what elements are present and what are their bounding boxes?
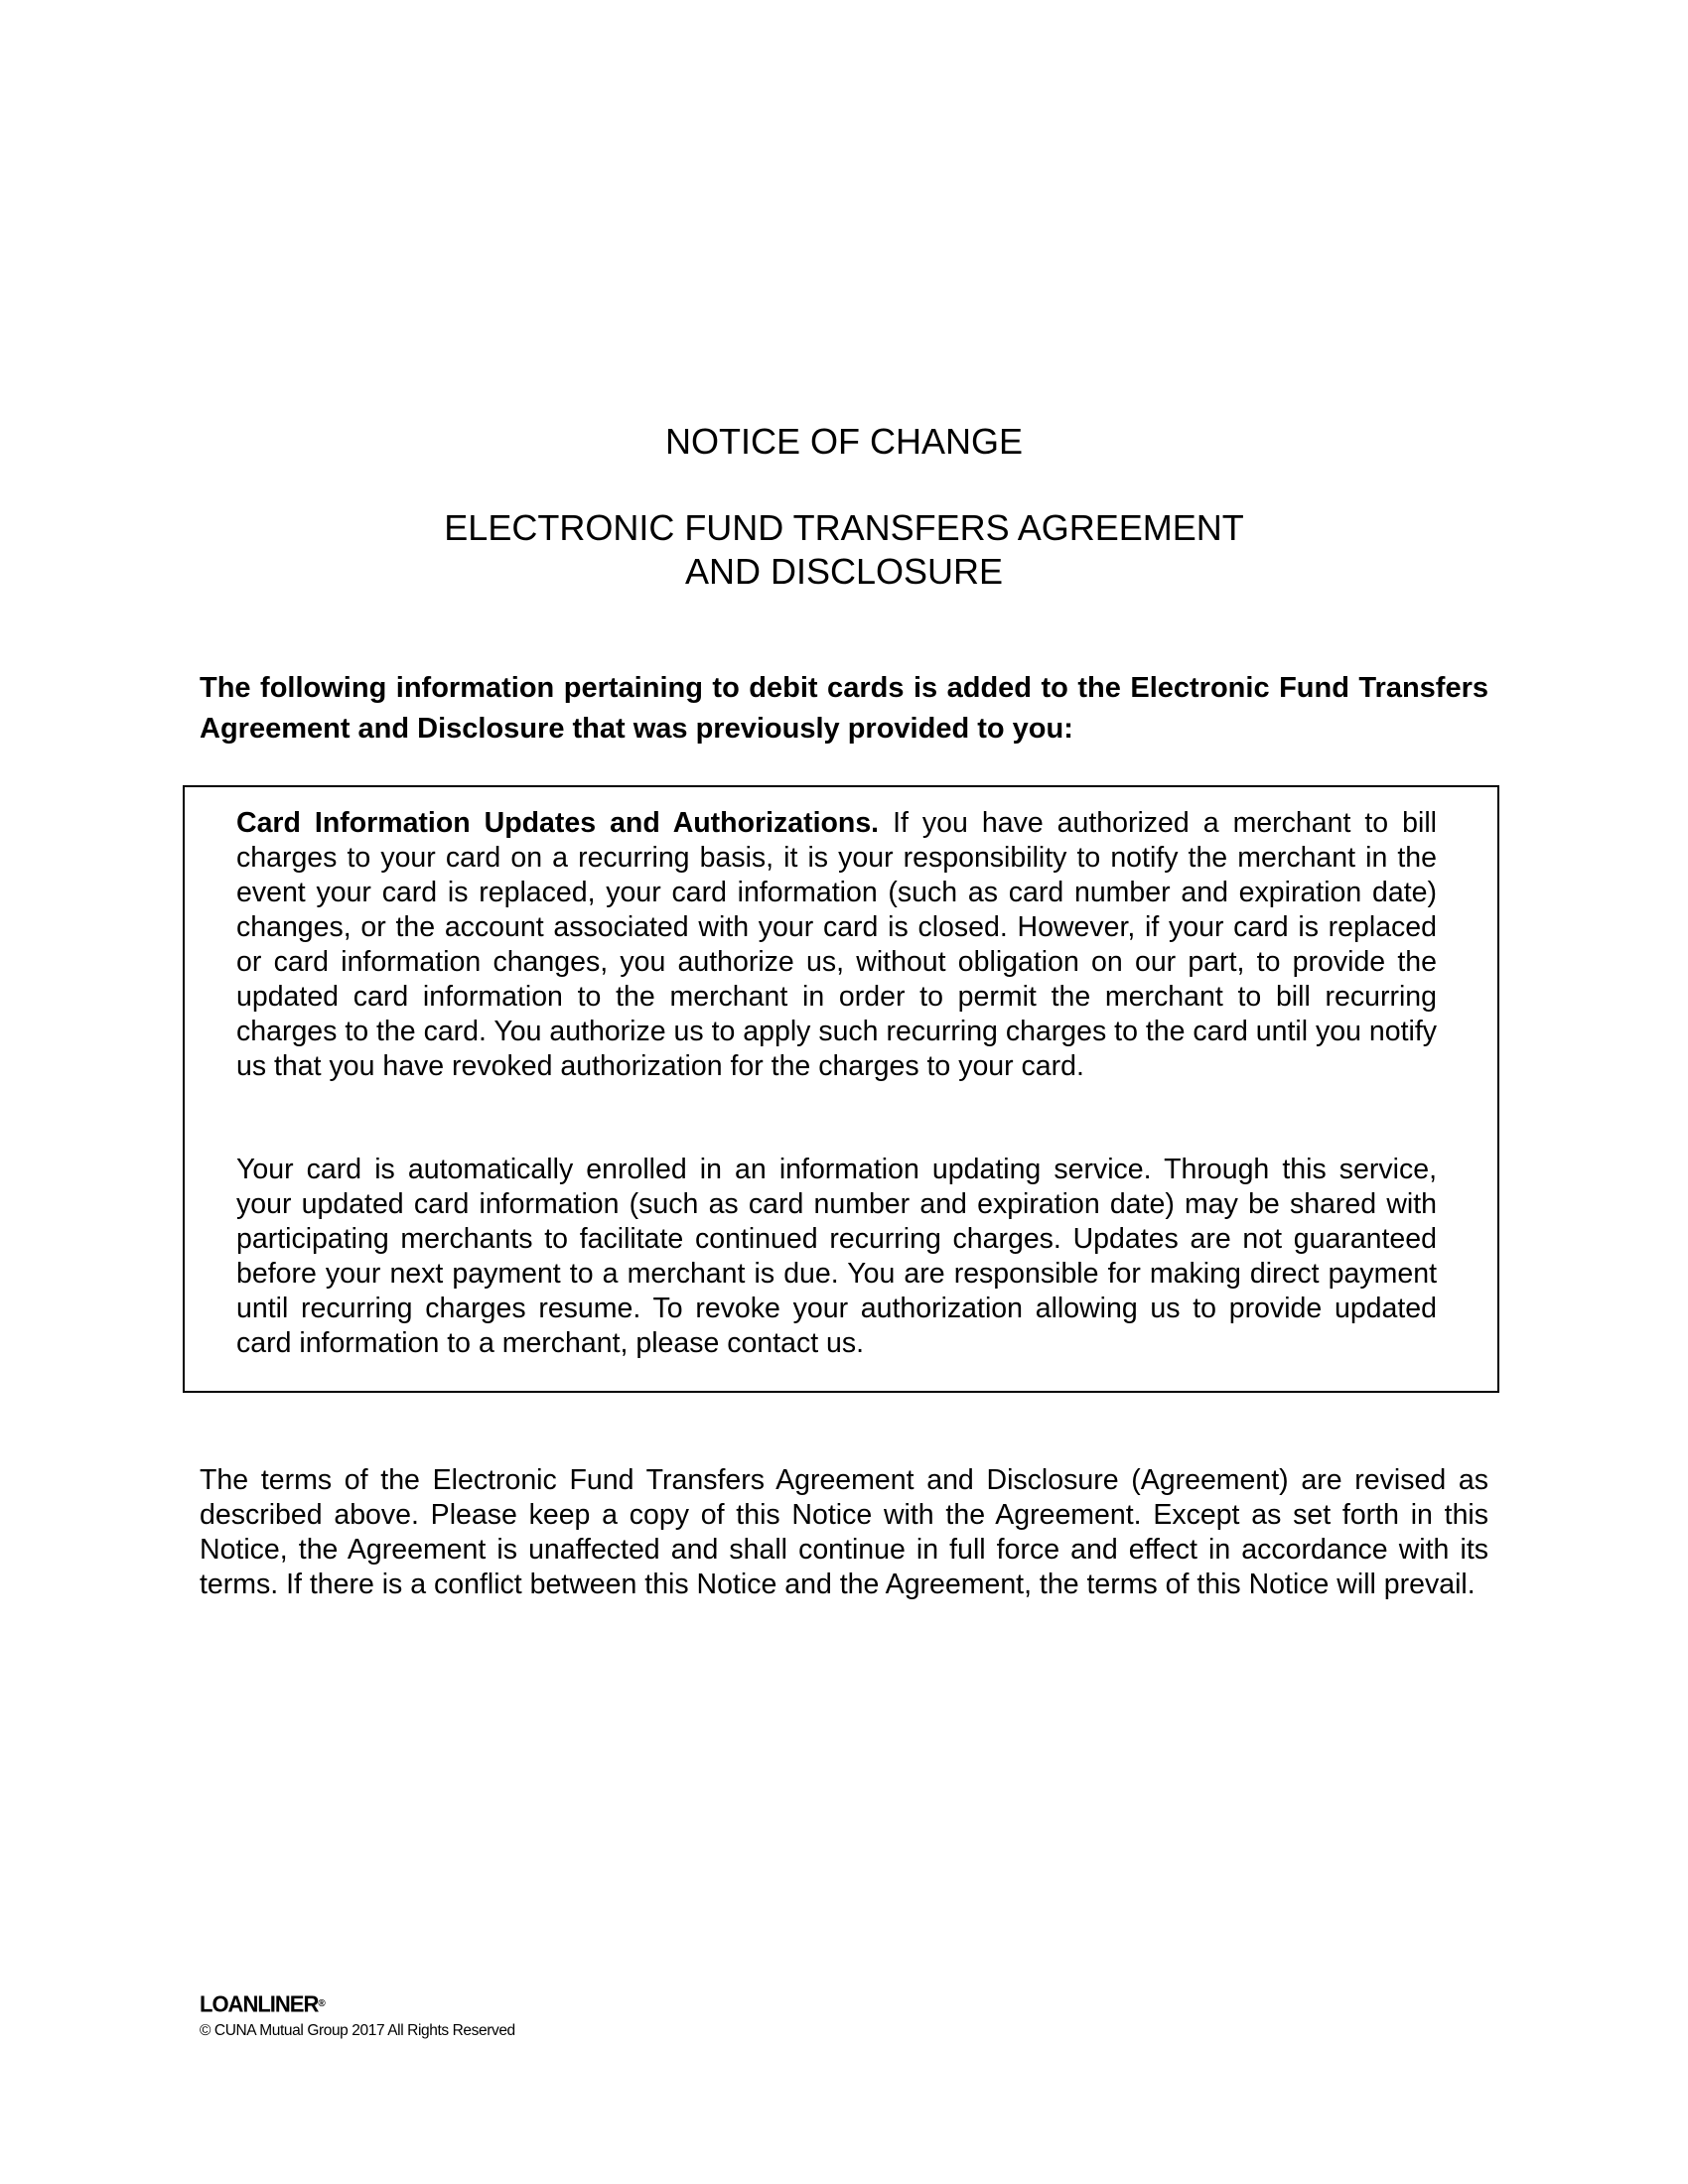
loanliner-logo xyxy=(200,1990,326,2017)
logo-text: LOANLINER xyxy=(200,1990,319,2017)
document-subtitle xyxy=(0,506,1688,594)
box-paragraph-1 xyxy=(236,806,1437,1084)
closing-paragraph: The terms of the Electronic Fund Transfers Agreement and Disclosure (Agreement) are revised as described above. Please keep a copy of this Notice with the Agreement. Except as set forth in this Notice, the Agreement is unaffected and shall continue in full force and effect in accordance with its terms. If there is a conflict between this Notice and the Agreement, the terms of this Notice will prevail. xyxy=(200,1464,1488,1600)
subtitle-line-1: ELECTRONIC FUND TRANSFERS AGREEMENT xyxy=(444,507,1244,548)
box-heading: Card Information Updates and Authorizations. xyxy=(236,807,880,839)
copyright-notice: © CUNA Mutual Group 2017 All Rights Reserved xyxy=(200,2022,515,2039)
registered-mark: ® xyxy=(318,1997,326,2010)
subtitle-line-2: AND DISCLOSURE xyxy=(684,551,1004,592)
intro-paragraph: The following information pertaining to debit cards is added to the Electronic Fund Transfers Agreement and Disclosure that was previously provided to you: xyxy=(200,672,1488,745)
card-information-box xyxy=(183,785,1499,1393)
box-paragraph-2: Your card is automatically enrolled in an information updating service. Through this service, your updated card information (such as card number and expiration date) may be shared with participating merchants to facilitate continued recurring charges. Updates are not guaranteed before your next payment to a merchant is due. You are responsible for making direct payment until recurring charges resume. To revoke your authorization allowing us to provide updated card information to a merchant, please contact us. xyxy=(236,1154,1437,1359)
document-title: NOTICE OF CHANGE xyxy=(664,421,1024,462)
box-paragraph-1-text: If you have authorized a merchant to bill charges to your card on a recurring basis, it is your responsibility to notify the merchant in the event your card is replaced, your card information (such as card number and expiration date) changes, or the account associated with your card is closed. However, if your card is replaced or card information changes, you authorize us, without obligation on our part, to provide the updated card information to the merchant in order to permit the merchant to bill recurring charges to the card. You authorize us to apply such recurring charges to the card until you notify us that you have revoked authorization for the charges to your card. xyxy=(236,807,1437,1082)
